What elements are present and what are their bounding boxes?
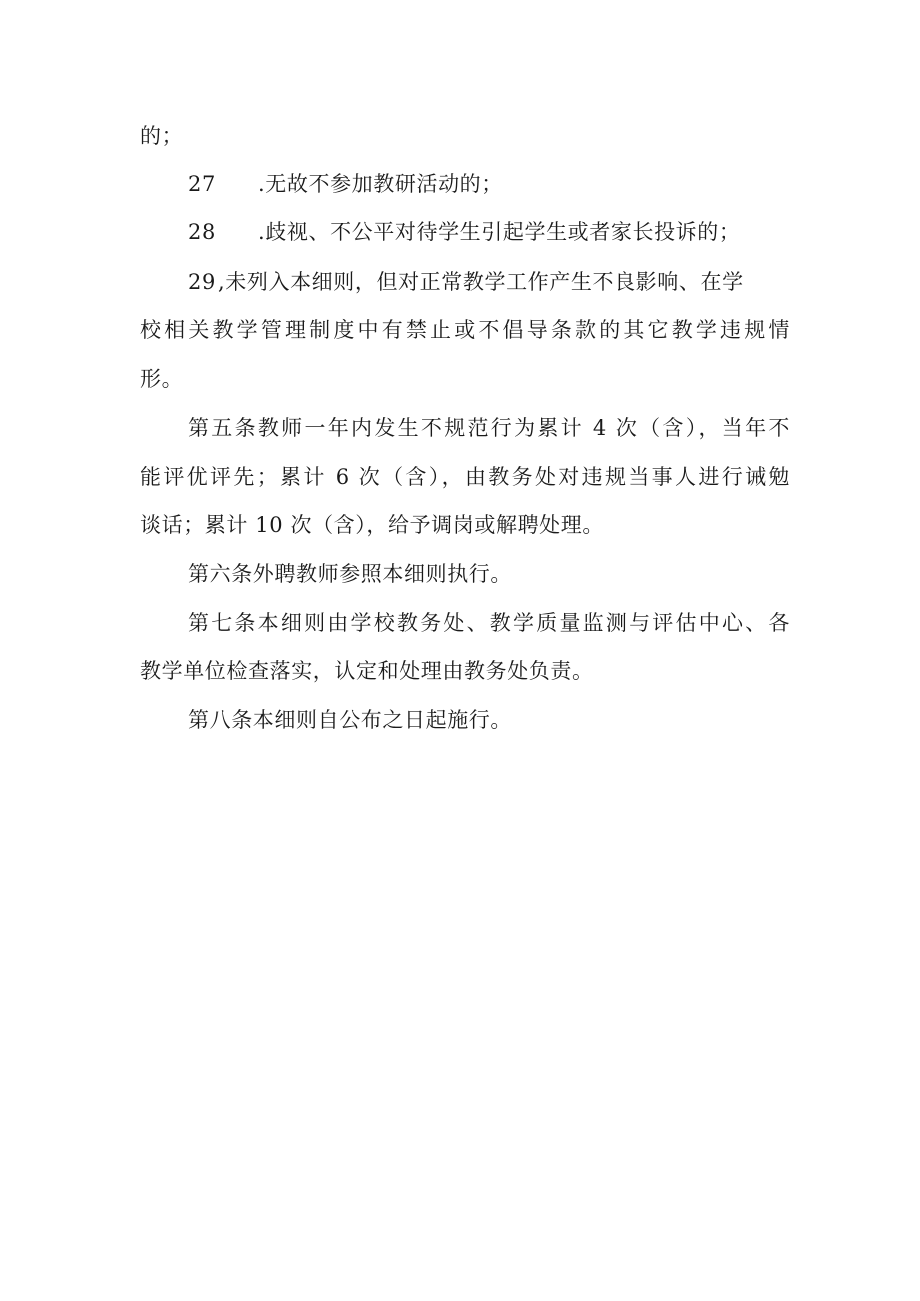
item-text: .歧视、不公平对待学生引起学生或者家长投诉的； (258, 220, 741, 244)
item-number: 29 (188, 270, 216, 294)
list-item-28 (188, 217, 790, 247)
item-number: 27 (188, 172, 216, 196)
item-text: .无故不参加教研活动的； (258, 172, 503, 196)
article-7-line: 第七条本细则由学校教务处、教学质量监测与评估中心、各 (188, 611, 790, 635)
list-item-29 (188, 267, 790, 297)
text-line: 教学单位检查落实，认定和处理由教务处负责。 (140, 659, 594, 683)
text-line: 校相关教学管理制度中有禁止或不倡导条款的其它教学违规情 (140, 318, 790, 342)
item-text: ,未列入本细则，但对正常教学工作产生不良影响、在学 (218, 270, 744, 294)
article-6-line: 第六条外聘教师参照本细则执行。 (188, 562, 512, 586)
text-line: 形。 (140, 367, 184, 391)
list-item-27 (188, 169, 790, 199)
item-number: 28 (188, 220, 216, 244)
text-line: 能评优评先；累计 6 次（含），由教务处对违规当事人进行诫勉 (140, 465, 790, 489)
text-line: 的； (140, 124, 184, 148)
article-5-line: 第五条教师一年内发生不规范行为累计 4 次（含），当年不 (188, 416, 790, 440)
text-line: 谈话；累计 10 次（含），给予调岗或解聘处理。 (140, 513, 604, 537)
article-8-line: 第八条本细则自公布之日起施行。 (188, 708, 512, 732)
